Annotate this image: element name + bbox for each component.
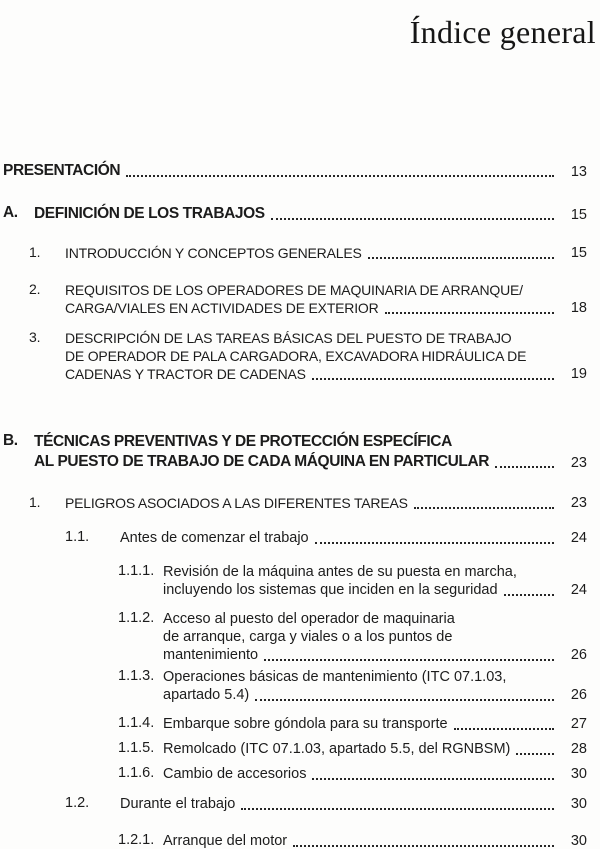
dot-leader [454,728,554,730]
entry-text: CADENAS Y TRACTOR DE CADENAS [65,366,306,382]
entry-number: 1.1.2. [118,610,155,626]
toc-entry [3,715,587,733]
entry-text: Cambio de accesorios [163,766,307,782]
dot-leader [293,845,554,847]
dot-leader [312,778,554,780]
entry-text: DEFINICIÓN DE LOS TRABAJOS [34,205,265,222]
entry-number: 1.1. [65,529,90,545]
entry-text: Remolcado (ITC 07.1.03, apartado 5.5, del RGNBSM) [163,741,511,757]
entry-text: PELIGROS ASOCIADOS A LAS DIFERENTES TAREAS [65,495,408,511]
toc-entry [3,610,587,664]
entry-text: Durante el trabajo [120,796,236,812]
entry-text: de arranque, carga y viales o a los puntos de [163,629,453,645]
toc-entry [3,161,587,181]
page-number: 23 [570,455,587,471]
page-number: 15 [570,207,587,223]
entry-text: Operaciones básicas de mantenimiento (ITC 07.1.03, [163,669,507,685]
entry-text: incluyendo los sistemas que inciden en la seguridad [163,582,498,598]
entry-text: TÉCNICAS PREVENTIVAS Y DE PROTECCIÓN ESPECÍFICA [34,433,452,450]
page-number: 24 [570,530,587,546]
entry-text: INTRODUCCIÓN Y CONCEPTOS GENERALES [65,245,362,261]
toc-entry [3,329,587,383]
page-number: 13 [570,164,587,180]
dot-leader [241,808,554,810]
entry-text: mantenimiento [163,647,259,663]
entry-number: 1. [29,244,41,260]
page-number: 24 [570,582,587,598]
entry-text: Embarque sobre góndola para su transporte [163,716,448,732]
toc [3,161,587,849]
entry-text: REQUISITOS DE LOS OPERADORES DE MAQUINARIA DE ARRANQUE/ [65,282,523,298]
toc-entry [3,281,587,317]
dot-leader [414,507,554,509]
entry-number: 1.1.5. [118,740,155,756]
dot-leader [516,753,554,755]
entry-text: Revisión de la máquina antes de su puesta en marcha, [163,564,517,580]
toc-entry [3,740,587,758]
toc-entry [3,432,587,472]
page-number: 26 [570,687,587,703]
dot-leader [504,594,554,596]
page-number: 23 [570,495,587,511]
entry-number: 1.1.1. [118,563,155,579]
dot-leader [126,175,554,177]
toc-entry [3,668,587,704]
page-number: 18 [570,300,587,316]
entry-text: CARGA/VIALES EN ACTIVIDADES DE EXTERIOR [65,300,379,316]
entry-number: 1. [29,494,41,510]
entry-text: DESCRIPCIÓN DE LAS TAREAS BÁSICAS DEL PUESTO DE TRABAJO [65,330,512,346]
entry-number: A. [3,204,18,221]
entry-text: DE OPERADOR DE PALA CARGADORA, EXCAVADORA HIDRÁULICA DE [65,348,527,364]
entry-number: 1.1.3. [118,668,155,684]
entry-text: AL PUESTO DE TRABAJO DE CADA MÁQUINA EN PARTICULAR [34,453,490,470]
toc-entry [3,563,587,599]
dot-leader [271,218,554,220]
toc-entry [3,204,587,224]
page-number: 15 [570,245,587,261]
dot-leader [385,312,554,314]
entry-number: B. [3,432,18,449]
dot-leader [312,378,554,380]
entry-text: Antes de comenzar el trabajo [120,530,309,546]
page-number: 30 [570,766,587,782]
entry-number: 1.1.4. [118,715,155,731]
toc-entry [3,795,587,813]
page-number: 28 [570,741,587,757]
page-number: 30 [570,833,587,849]
dot-leader [264,659,554,661]
page-title: Índice general [409,14,596,50]
entry-number: 3. [29,329,41,345]
toc-entry [3,529,587,547]
toc-entry [3,244,587,262]
dot-leader [495,466,554,468]
page-number: 30 [570,796,587,812]
entry-number: 2. [29,281,41,297]
entry-text: Arranque del motor [163,833,288,849]
page-number: 27 [570,716,587,732]
entry-text: Acceso al puesto del operador de maquinaria [163,611,455,627]
dot-leader [255,699,554,701]
dot-leader [368,257,554,259]
entry-number: 1.1.6. [118,765,155,781]
entry-number: 1.2. [65,795,90,811]
dot-leader [315,542,554,544]
page-number: 26 [570,647,587,663]
toc-entry [3,832,587,849]
toc-entry [3,765,587,783]
entry-number: 1.2.1. [118,832,155,848]
page-number: 19 [570,366,587,382]
entry-text: apartado 5.4) [163,687,250,703]
entry-text: PRESENTACIÓN [3,162,121,179]
toc-entry [3,494,587,512]
